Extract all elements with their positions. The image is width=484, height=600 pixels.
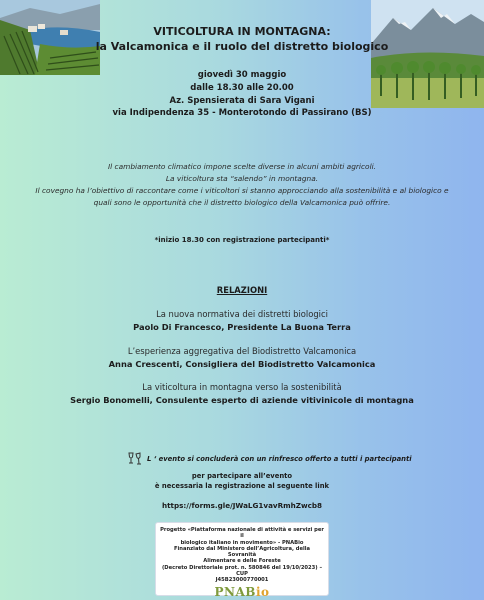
intro-line2: La viticoltura sta “salendo” in montagna. <box>165 174 319 183</box>
page-title-line2: la Valcamonica e il ruolo del distretto biologico <box>95 40 389 53</box>
wine-glasses-icon <box>127 451 143 467</box>
event-venue: Az. Spensierata di Sara Vigani <box>169 96 315 106</box>
registration-line2: è necessaria la registrazione al seguente link <box>154 482 330 490</box>
relazione-speaker: Sergio Bonomelli, Consulente esperto di aziende vitivinicole di montagna <box>70 395 414 405</box>
pnabio-logo-part2: io <box>255 584 270 599</box>
relazione-topic: L’esperienza aggregativa del Biodistretto Valcamonica <box>127 346 357 356</box>
closing-note-text: L ‘ evento si concluderà con un rinfresco offerto a tutti i partecipanti <box>147 455 412 463</box>
pnabio-logo-part1: PNAB <box>214 584 256 599</box>
relazioni-heading: RELAZIONI <box>216 285 268 295</box>
closing-note <box>127 451 412 467</box>
project-funding-text: Progetto «Piattaforma nazionale di attività e servizi per il biologico italiano in movimento» - PNABio Finanziato dal Ministero dell’Agricoltura, della Sovranità Alimentare e delle Foreste (Decreto Direttoriale prot. n. 580846 del 19/10/2023) – CUP J45B23000770001 <box>160 527 324 584</box>
event-time: dalle 18.30 alle 20.00 <box>190 83 294 93</box>
intro-line4: quali sono le opportunità che il distretto biologico della Valcamonica può offrire. <box>93 198 391 207</box>
intro-line3: Il covegno ha l’obiettivo di raccontare come i viticoltori si stanno approcciando alla sostenibilità e al biologico e <box>35 186 449 195</box>
relazione-topic: La viticoltura in montagna verso la sostenibilità <box>142 382 342 392</box>
start-note: *inizio 18.30 con registrazione partecipanti* <box>154 236 330 244</box>
relazione-topic: La nuova normativa dei distretti biologici <box>156 309 328 319</box>
page-title-line1: VITICOLTURA IN MONTAGNA: <box>153 25 331 38</box>
event-address: via Indipendenza 35 - Monterotondo di Passirano (BS) <box>112 108 372 118</box>
registration-line1: per partecipare all’evento <box>191 472 293 480</box>
pnabio-logo <box>160 585 324 599</box>
project-funding-box <box>155 522 329 599</box>
intro-line1: Il cambiamento climatico impone scelte diverse in alcuni ambiti agricoli. <box>107 162 377 171</box>
relazione-speaker: Paolo Di Francesco, Presidente La Buona Terra <box>133 322 351 332</box>
relazione-speaker: Anna Crescenti, Consigliera del Biodistretto Valcamonica <box>108 359 376 369</box>
registration-link[interactable]: https://forms.gle/JWaLG1vavRmhZwcb8 <box>161 501 323 510</box>
event-date: giovedì 30 maggio <box>197 70 287 80</box>
